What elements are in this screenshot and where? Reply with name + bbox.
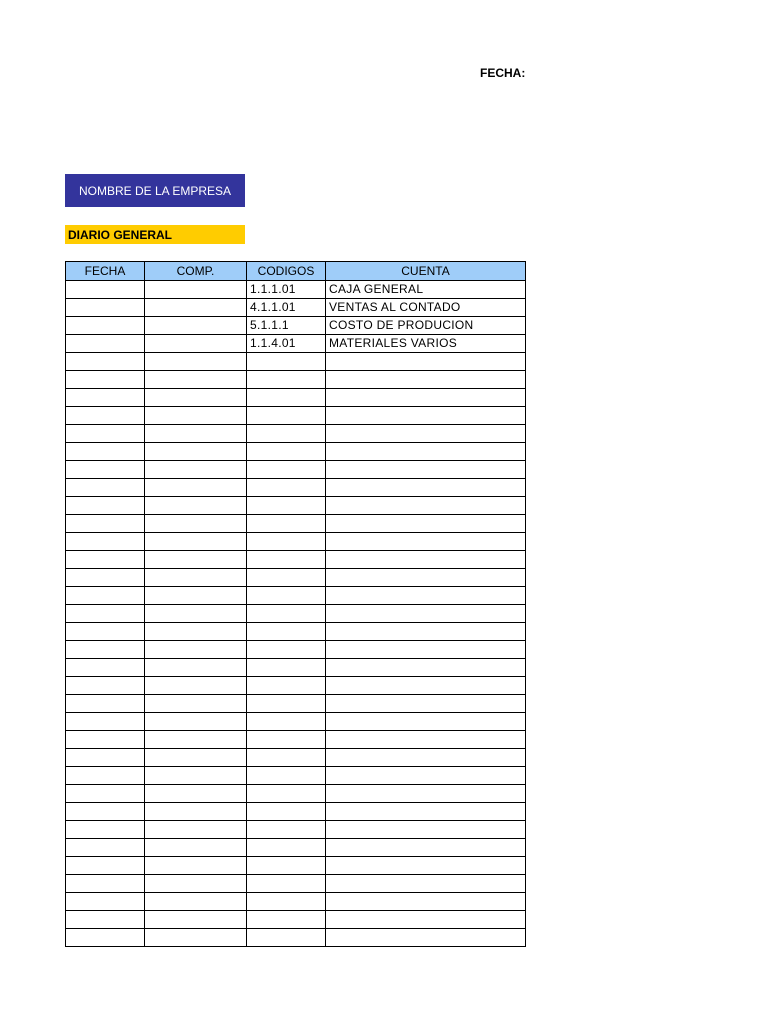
table-row [66, 893, 526, 911]
cell-fecha[interactable] [66, 803, 145, 821]
cell-codigo[interactable] [247, 623, 326, 641]
cell-codigo[interactable] [247, 407, 326, 425]
cell-cuenta[interactable] [326, 587, 526, 605]
cell-cuenta[interactable]: VENTAS AL CONTADO [326, 299, 526, 317]
cell-cuenta[interactable] [326, 749, 526, 767]
cell-comp[interactable] [145, 425, 247, 443]
cell-cuenta[interactable] [326, 677, 526, 695]
cell-comp[interactable] [145, 677, 247, 695]
cell-fecha[interactable] [66, 749, 145, 767]
cell-codigo[interactable] [247, 767, 326, 785]
cell-fecha[interactable] [66, 281, 145, 299]
table-row [66, 371, 526, 389]
cell-comp[interactable] [145, 857, 247, 875]
cell-comp[interactable] [145, 929, 247, 947]
cell-fecha[interactable] [66, 515, 145, 533]
cell-codigo[interactable] [247, 803, 326, 821]
cell-cuenta[interactable] [326, 479, 526, 497]
cell-cuenta[interactable] [326, 551, 526, 569]
cell-codigo[interactable] [247, 731, 326, 749]
cell-fecha[interactable] [66, 911, 145, 929]
cell-codigo[interactable]: 1.1.1.01 [247, 281, 326, 299]
column-header-codigos: CODIGOS [247, 262, 326, 281]
cell-comp[interactable] [145, 371, 247, 389]
cell-cuenta[interactable] [326, 407, 526, 425]
table-row [66, 533, 526, 551]
cell-cuenta[interactable] [326, 353, 526, 371]
cell-fecha[interactable] [66, 857, 145, 875]
cell-codigo[interactable] [247, 353, 326, 371]
cell-comp[interactable] [145, 821, 247, 839]
cell-cuenta[interactable] [326, 785, 526, 803]
cell-fecha[interactable] [66, 875, 145, 893]
cell-codigo[interactable] [247, 497, 326, 515]
table-row [66, 821, 526, 839]
cell-cuenta[interactable] [326, 821, 526, 839]
cell-cuenta[interactable] [326, 623, 526, 641]
cell-codigo[interactable] [247, 461, 326, 479]
cell-cuenta[interactable] [326, 767, 526, 785]
cell-comp[interactable] [145, 641, 247, 659]
table-row [66, 569, 526, 587]
cell-cuenta[interactable] [326, 659, 526, 677]
cell-cuenta[interactable] [326, 461, 526, 479]
cell-cuenta[interactable] [326, 605, 526, 623]
cell-cuenta[interactable] [326, 497, 526, 515]
journal-table [65, 261, 526, 947]
table-row [66, 587, 526, 605]
table-row [66, 605, 526, 623]
table-row [66, 857, 526, 875]
cell-cuenta[interactable] [326, 929, 526, 947]
cell-cuenta[interactable] [326, 443, 526, 461]
cell-cuenta[interactable] [326, 515, 526, 533]
cell-comp[interactable] [145, 749, 247, 767]
table-row [66, 335, 526, 353]
cell-codigo[interactable] [247, 587, 326, 605]
cell-codigo[interactable] [247, 389, 326, 407]
cell-cuenta[interactable]: MATERIALES VARIOS [326, 335, 526, 353]
table-row [66, 659, 526, 677]
cell-cuenta[interactable] [326, 713, 526, 731]
cell-codigo[interactable] [247, 875, 326, 893]
cell-fecha[interactable] [66, 821, 145, 839]
table-row [66, 767, 526, 785]
cell-comp[interactable] [145, 497, 247, 515]
cell-comp[interactable] [145, 461, 247, 479]
cell-fecha[interactable] [66, 461, 145, 479]
table-row [66, 731, 526, 749]
cell-codigo[interactable]: 5.1.1.1 [247, 317, 326, 335]
cell-fecha[interactable] [66, 389, 145, 407]
cell-codigo[interactable] [247, 569, 326, 587]
cell-fecha[interactable] [66, 641, 145, 659]
table-row [66, 695, 526, 713]
cell-fecha[interactable] [66, 407, 145, 425]
cell-fecha[interactable] [66, 659, 145, 677]
cell-cuenta[interactable] [326, 641, 526, 659]
cell-cuenta[interactable] [326, 389, 526, 407]
cell-fecha[interactable] [66, 839, 145, 857]
cell-fecha[interactable] [66, 425, 145, 443]
cell-codigo[interactable]: 4.1.1.01 [247, 299, 326, 317]
cell-codigo[interactable] [247, 785, 326, 803]
cell-codigo[interactable] [247, 371, 326, 389]
table-row [66, 713, 526, 731]
table-row [66, 407, 526, 425]
cell-codigo[interactable] [247, 641, 326, 659]
cell-cuenta[interactable] [326, 911, 526, 929]
table-row [66, 929, 526, 947]
cell-comp[interactable] [145, 551, 247, 569]
cell-cuenta[interactable] [326, 695, 526, 713]
table-row [66, 515, 526, 533]
cell-codigo[interactable] [247, 857, 326, 875]
cell-comp[interactable] [145, 443, 247, 461]
cell-fecha[interactable] [66, 785, 145, 803]
table-row [66, 299, 526, 317]
cell-fecha[interactable] [66, 695, 145, 713]
cell-fecha[interactable] [66, 605, 145, 623]
fecha-label: FECHA: [480, 66, 526, 80]
cell-codigo[interactable] [247, 821, 326, 839]
cell-codigo[interactable] [247, 713, 326, 731]
cell-fecha[interactable] [66, 533, 145, 551]
cell-comp[interactable] [145, 623, 247, 641]
cell-cuenta[interactable]: CAJA GENERAL [326, 281, 526, 299]
cell-comp[interactable] [145, 785, 247, 803]
cell-cuenta[interactable] [326, 875, 526, 893]
cell-codigo[interactable] [247, 695, 326, 713]
cell-comp[interactable] [145, 335, 247, 353]
table-row [66, 785, 526, 803]
cell-cuenta[interactable] [326, 839, 526, 857]
cell-fecha[interactable] [66, 353, 145, 371]
cell-fecha[interactable] [66, 893, 145, 911]
cell-fecha[interactable] [66, 587, 145, 605]
table-row [66, 461, 526, 479]
cell-comp[interactable] [145, 713, 247, 731]
cell-comp[interactable] [145, 569, 247, 587]
cell-fecha[interactable] [66, 371, 145, 389]
column-header-comp: COMP. [145, 262, 247, 281]
cell-fecha[interactable] [66, 299, 145, 317]
cell-cuenta[interactable] [326, 803, 526, 821]
table-row [66, 641, 526, 659]
table-row [66, 623, 526, 641]
table-row [66, 479, 526, 497]
section-title-banner [65, 225, 245, 244]
company-name: NOMBRE DE LA EMPRESA [78, 183, 232, 198]
cell-cuenta[interactable] [326, 893, 526, 911]
cell-fecha[interactable] [66, 497, 145, 515]
cell-comp[interactable] [145, 533, 247, 551]
table-row [66, 497, 526, 515]
cell-fecha[interactable] [66, 677, 145, 695]
cell-cuenta[interactable] [326, 731, 526, 749]
cell-codigo[interactable] [247, 551, 326, 569]
cell-comp[interactable] [145, 875, 247, 893]
cell-comp[interactable] [145, 767, 247, 785]
cell-fecha[interactable] [66, 551, 145, 569]
table-row [66, 911, 526, 929]
cell-comp[interactable] [145, 803, 247, 821]
table-row [66, 875, 526, 893]
cell-codigo[interactable] [247, 605, 326, 623]
cell-comp[interactable] [145, 839, 247, 857]
table-row [66, 839, 526, 857]
column-header-cuenta: CUENTA [326, 262, 526, 281]
cell-comp[interactable] [145, 605, 247, 623]
table-row [66, 389, 526, 407]
cell-comp[interactable] [145, 281, 247, 299]
table-row [66, 281, 526, 299]
cell-codigo[interactable] [247, 533, 326, 551]
cell-codigo[interactable] [247, 839, 326, 857]
cell-fecha[interactable] [66, 335, 145, 353]
cell-fecha[interactable] [66, 569, 145, 587]
cell-comp[interactable] [145, 479, 247, 497]
cell-cuenta[interactable] [326, 371, 526, 389]
cell-codigo[interactable] [247, 659, 326, 677]
company-name-banner [65, 174, 245, 207]
cell-comp[interactable] [145, 695, 247, 713]
cell-comp[interactable] [145, 515, 247, 533]
cell-fecha[interactable] [66, 479, 145, 497]
cell-comp[interactable] [145, 731, 247, 749]
cell-codigo[interactable] [247, 749, 326, 767]
cell-fecha[interactable] [66, 929, 145, 947]
column-header-fecha: FECHA [66, 262, 145, 281]
table-body [66, 281, 526, 947]
table-row [66, 353, 526, 371]
cell-codigo[interactable] [247, 425, 326, 443]
cell-cuenta[interactable] [326, 533, 526, 551]
table-row [66, 803, 526, 821]
cell-cuenta[interactable]: COSTO DE PRODUCION [326, 317, 526, 335]
table-header-row [66, 262, 526, 281]
cell-codigo[interactable] [247, 911, 326, 929]
cell-comp[interactable] [145, 911, 247, 929]
cell-cuenta[interactable] [326, 425, 526, 443]
table-row [66, 317, 526, 335]
cell-comp[interactable] [145, 353, 247, 371]
cell-comp[interactable] [145, 407, 247, 425]
table-row [66, 551, 526, 569]
cell-codigo[interactable] [247, 677, 326, 695]
cell-comp[interactable] [145, 587, 247, 605]
cell-fecha[interactable] [66, 623, 145, 641]
table-row [66, 443, 526, 461]
cell-fecha[interactable] [66, 767, 145, 785]
cell-codigo[interactable] [247, 929, 326, 947]
cell-codigo[interactable] [247, 515, 326, 533]
table-row [66, 749, 526, 767]
cell-comp[interactable] [145, 659, 247, 677]
section-title: DIARIO GENERAL [68, 227, 173, 242]
table-row [66, 425, 526, 443]
cell-codigo[interactable] [247, 479, 326, 497]
cell-codigo[interactable] [247, 443, 326, 461]
table-row [66, 677, 526, 695]
cell-cuenta[interactable] [326, 569, 526, 587]
cell-cuenta[interactable] [326, 857, 526, 875]
cell-fecha[interactable] [66, 713, 145, 731]
cell-fecha[interactable] [66, 317, 145, 335]
cell-fecha[interactable] [66, 731, 145, 749]
cell-codigo[interactable]: 1.1.4.01 [247, 335, 326, 353]
cell-comp[interactable] [145, 389, 247, 407]
cell-comp[interactable] [145, 893, 247, 911]
cell-comp[interactable] [145, 299, 247, 317]
cell-comp[interactable] [145, 317, 247, 335]
cell-fecha[interactable] [66, 443, 145, 461]
cell-codigo[interactable] [247, 893, 326, 911]
